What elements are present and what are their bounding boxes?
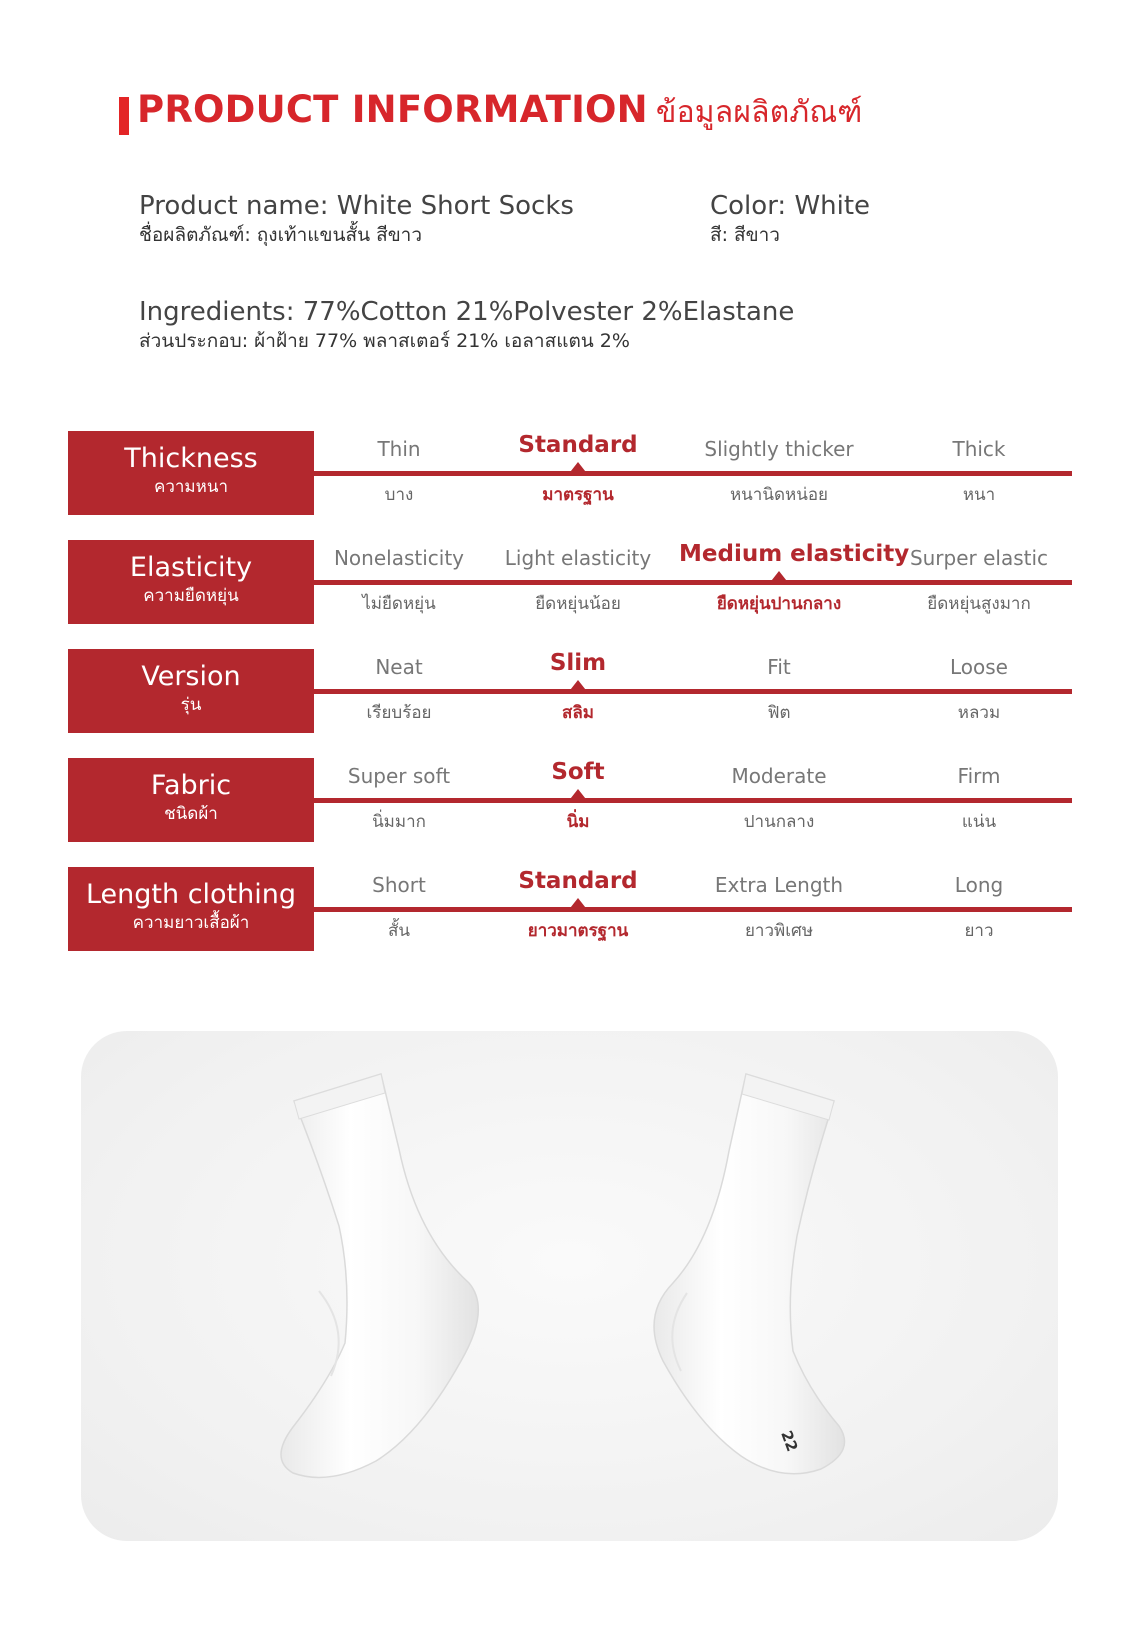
attribute-option-en: Standard: [518, 868, 638, 894]
page-title: [137, 88, 863, 136]
attribute-option-th: สั้น: [388, 921, 410, 941]
attribute-option: [679, 649, 879, 733]
attribute-option-th: แน่น: [961, 812, 997, 832]
attribute-option-th: ยืดหยุ่นสูงมาก: [927, 594, 1031, 614]
attribute-option-en: Medium elasticity: [679, 541, 910, 567]
attribute-option-en: Thick: [952, 437, 1006, 461]
attribute-option: [299, 758, 499, 842]
attribute-label-th: ความยืดหยุ่น: [143, 586, 239, 606]
attribute-option: [879, 431, 1079, 515]
attribute-label-en: Elasticity: [129, 552, 253, 583]
size-mark: 22: [777, 1428, 802, 1454]
attribute-label-th: ชนิดผ้า: [164, 804, 218, 824]
white-socks-illustration: [81, 1031, 1058, 1541]
attribute-option: [299, 431, 499, 515]
product-ingredients-th: ส่วนประกอบ: ผ้าฝ้าย 77% พลาสเตอร์ 21% เอลาสแตน 2%: [139, 330, 630, 352]
attribute-option-selected: [679, 540, 910, 624]
attribute-option-en: Short: [372, 873, 426, 897]
attribute-option: [299, 540, 499, 624]
product-name-th: ชื่อผลิตภัณฑ์: ถุงเท้าแขนสั้น สีขาว: [139, 224, 423, 246]
attribute-label: [68, 758, 314, 842]
attribute-option: [879, 649, 1079, 733]
attribute-option: [879, 540, 1079, 624]
product-ingredients: [139, 296, 794, 354]
attribute-option-selected: [478, 431, 678, 515]
attribute-option-th: ฟิต: [767, 703, 791, 723]
attribute-option-th: ปานกลาง: [743, 812, 815, 832]
selected-marker-icon: [567, 898, 589, 912]
attribute-option-th: หลวม: [957, 703, 1001, 723]
product-photo-panel: [81, 1031, 1058, 1541]
product-color-en: Color: White: [710, 191, 871, 221]
attribute-label: [68, 867, 314, 951]
product-color: [710, 190, 870, 248]
attribute-option-en: Loose: [950, 655, 1008, 679]
attribute-row: [68, 758, 1072, 842]
attribute-label-en: Version: [141, 661, 241, 692]
attribute-option-th: ยาว: [964, 921, 994, 941]
attribute-option: [679, 431, 879, 515]
attribute-option-en: Light elasticity: [504, 546, 652, 570]
attribute-row: [68, 649, 1072, 733]
selected-marker-icon: [567, 680, 589, 694]
attribute-option-en: Slightly thicker: [704, 437, 854, 461]
attribute-label-en: Length clothing: [85, 879, 297, 910]
attribute-option-en: Moderate: [731, 764, 827, 788]
attribute-option: [679, 758, 879, 842]
selected-marker-icon: [567, 789, 589, 803]
attribute-option-th: ยาวพิเศษ: [744, 921, 814, 941]
attribute-label: [68, 431, 314, 515]
attribute-option-en: Slim: [549, 650, 607, 676]
product-name: [139, 190, 574, 248]
attribute-option-th: มาตรฐาน: [542, 485, 614, 505]
attribute-option-selected: [478, 867, 678, 951]
attribute-option-en: Firm: [957, 764, 1001, 788]
attribute-option-en: Nonelasticity: [333, 546, 465, 570]
attribute-option: [879, 758, 1079, 842]
attribute-option-th: ยืดหยุ่นปานกลาง: [716, 594, 842, 614]
attribute-label-en: Thickness: [124, 443, 258, 474]
attribute-option: [299, 867, 499, 951]
product-name-en: Product name: White Short Socks: [139, 191, 574, 221]
attribute-option-th: เรียบร้อย: [366, 703, 432, 723]
attribute-option-en: Surper elastic: [909, 546, 1049, 570]
attribute-option-en: Standard: [518, 432, 638, 458]
attribute-option-en: Fit: [767, 655, 791, 679]
attribute-option-th: หนา: [962, 485, 996, 505]
attribute-option-selected: [478, 758, 678, 842]
header-accent-bar: [119, 97, 129, 135]
attribute-option-th: นิ่ม: [566, 812, 590, 832]
attribute-option-th: ยาวมาตรฐาน: [527, 921, 629, 941]
attribute-option-th: บาง: [384, 485, 414, 505]
page-title-th: ข้อมูลผลิตภัณฑ์: [655, 95, 863, 130]
attribute-option: [299, 649, 499, 733]
attribute-label-th: รุ่น: [180, 695, 202, 715]
attribute-label-th: ความหนา: [153, 477, 229, 497]
attribute-option-selected: [478, 649, 678, 733]
product-color-th: สี: สีขาว: [710, 224, 780, 246]
selected-marker-icon: [567, 462, 589, 476]
attribute-row: [68, 867, 1072, 951]
attribute-label-th: ความยาวเสื้อผ้า: [132, 913, 250, 933]
selected-marker-icon: [768, 571, 790, 585]
attribute-row: [68, 540, 1072, 624]
product-ingredients-en: Ingredients: 77%Cotton 21%Polvester 2%Elastane: [139, 297, 795, 327]
left-sock: [281, 1074, 478, 1477]
attribute-label: [68, 540, 314, 624]
attribute-option-en: Soft: [551, 759, 605, 785]
attribute-option-th: สลิม: [562, 703, 594, 723]
right-sock: [654, 1074, 845, 1474]
attribute-option-en: Thin: [377, 437, 421, 461]
attribute-option-en: Long: [954, 873, 1004, 897]
attribute-option-th: ไม่ยืดหยุ่น: [362, 594, 436, 614]
page-title-en: PRODUCT INFORMATION: [137, 88, 648, 131]
attribute-label-en: Fabric: [150, 770, 232, 801]
attribute-option-en: Extra Length: [714, 873, 844, 897]
attribute-option: [679, 867, 879, 951]
attribute-option: [478, 540, 678, 624]
attribute-option-en: Neat: [375, 655, 423, 679]
attribute-option-th: หนานิดหน่อย: [729, 485, 829, 505]
attribute-label: [68, 649, 314, 733]
attribute-option-th: ยืดหยุ่นน้อย: [535, 594, 621, 614]
attribute-row: [68, 431, 1072, 515]
attribute-option-en: Super soft: [347, 764, 451, 788]
attribute-option: [879, 867, 1079, 951]
attribute-option-th: นิ่มมาก: [372, 812, 426, 832]
